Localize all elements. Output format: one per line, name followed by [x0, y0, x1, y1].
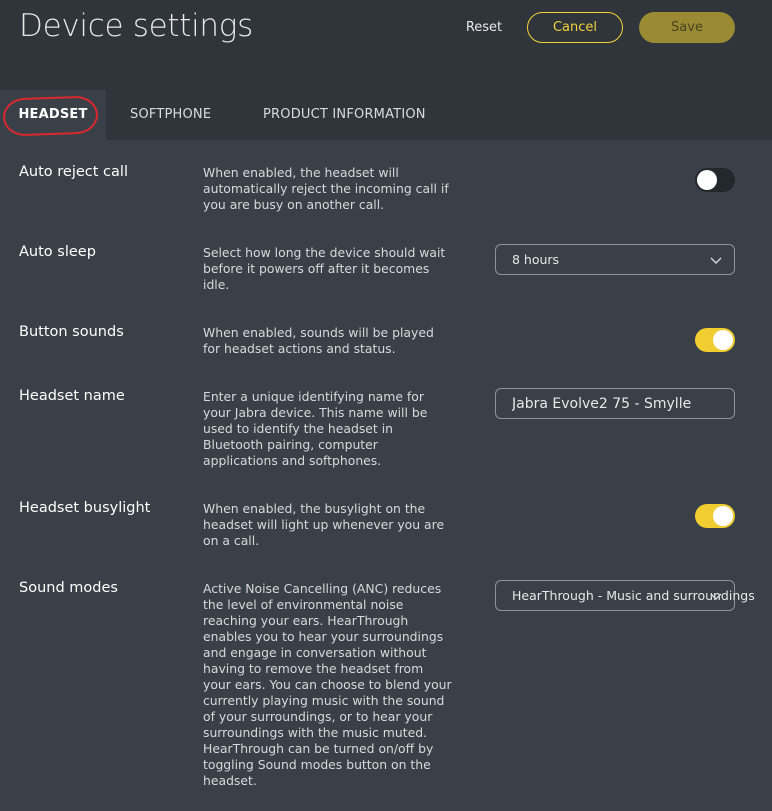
tab-product-information[interactable]: PRODUCT INFORMATION — [263, 107, 426, 122]
setting-label: Auto sleep — [19, 244, 96, 260]
header — [0, 0, 772, 90]
toggle-knob — [713, 330, 733, 350]
toggle-knob — [697, 170, 717, 190]
settings-panel — [0, 140, 772, 811]
setting-description: Enter a unique identifying name for your Jabra device. This name will be used to identify the headset in Bluetooth pairing, computer applications and softphones. — [203, 389, 428, 468]
setting-description: When enabled, sounds will be played for headset actions and status. — [203, 325, 434, 356]
setting-label: Headset name — [19, 388, 125, 404]
auto-reject-toggle[interactable] — [695, 168, 735, 192]
tab-softphone[interactable]: SOFTPHONE — [130, 107, 212, 122]
headset-name-input[interactable] — [495, 388, 735, 419]
sound-modes-dropdown[interactable] — [495, 580, 755, 611]
page-title: Device settings — [19, 8, 253, 44]
busylight-toggle[interactable] — [695, 504, 735, 528]
save-button[interactable]: Save — [639, 12, 735, 43]
setting-description: Active Noise Cancelling (ANC) reduces the level of environmental noise reaching your ears. HearThrough enables you to hear your surroundings and engage in conversation without having to remove the headset from your ears. You can choose to blend your currently playing music with the sound of your surroundings, or to hear your surroundings with the music muted. HearThrough can be turned on/off by toggling Sound modes button on the headset. — [203, 581, 452, 788]
toggle-knob — [713, 506, 733, 526]
dropdown-value: HearThrough - Music and surroundings — [512, 588, 755, 603]
setting-description: When enabled, the headset will automatically reject the incoming call if you are busy on another call. — [203, 165, 449, 212]
setting-description: When enabled, the busylight on the headset will light up whenever you are on a call. — [203, 501, 445, 548]
reset-button[interactable]: Reset — [458, 12, 510, 42]
tab-bar — [0, 90, 772, 140]
setting-description: Select how long the device should wait before it powers off after it becomes idle. — [203, 245, 446, 292]
chevron-down-icon — [710, 590, 722, 602]
auto-sleep-dropdown[interactable] — [495, 244, 735, 275]
setting-label: Button sounds — [19, 324, 124, 340]
cancel-button[interactable]: Cancel — [527, 12, 623, 43]
chevron-down-icon — [710, 254, 722, 266]
tab-headset[interactable]: HEADSET — [0, 90, 106, 140]
setting-label: Auto reject call — [19, 164, 128, 180]
dropdown-value: 8 hours — [512, 252, 560, 267]
button-sounds-toggle[interactable] — [695, 328, 735, 352]
setting-label: Sound modes — [19, 580, 118, 596]
setting-label: Headset busylight — [19, 500, 151, 516]
